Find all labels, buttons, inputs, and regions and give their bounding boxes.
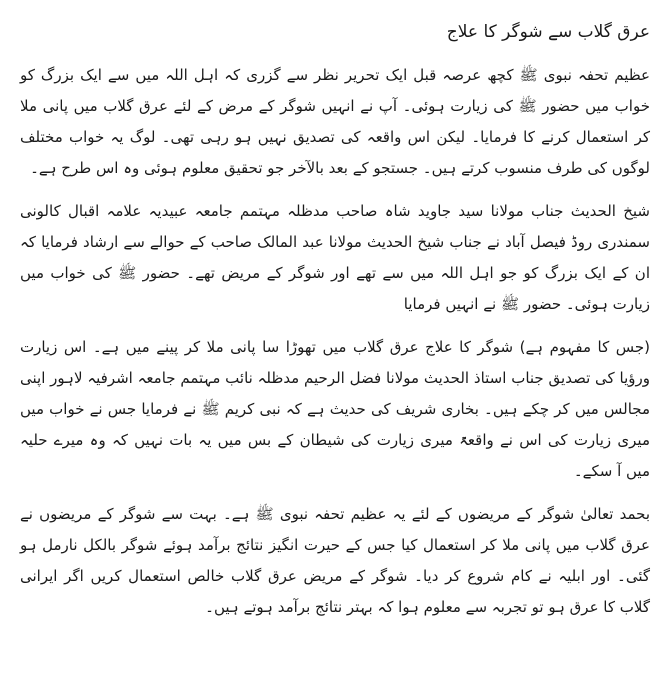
article-title: عرق گلاب سے شوگر کا علاج (446, 22, 650, 42)
paragraph-4: بحمد تعالیٰ شوگر کے مریضوں کے لئے یہ عظیم تحفہ نبوی ﷺ ہے۔ بہت سے شوگر کے مریضوں نے عرق گلاب میں پانی ملا کر استعمال کیا جس کے حیرت انگیز نتائج برآمد ہوئے شوگر بالکل نارمل ہو گئی۔ اور ابلیہ نے کام شروع کر دیا۔ شوگر کے مریض عرق گلاب خالص استعمال کریں اگر ایرانی گلاب کا عرق ہو تو تجربہ سے معلوم ہوا کہ بہتر نتائج برآمد ہوتے ہیں۔ (20, 505, 650, 616)
paragraph-2: شیخ الحدیث جناب مولانا سید جاوید شاہ صاحب مدظلہ مہتمم جامعہ عبیدیہ علامہ اقبال کالونی سمندری روڈ فیصل آباد نے جناب شیخ الحدیث مولانا عبد المالک صاحب کے حوالے سے ارشاد فرمایا کہ ان کے ایک بزرگ کو جو اہل اللہ میں سے تھے اور شوگر کے مریض تھے۔ حضور ﷺ کی خواب میں زیارت ہوئی۔ حضور ﷺ نے انہیں فرمایا (20, 202, 650, 313)
paragraph-1: عظیم تحفہ نبوی ﷺ کچھ عرصہ قبل ایک تحریر نظر سے گزری کہ اہل اللہ میں سے ایک بزرگ کو خواب میں حضور ﷺ کی زیارت ہوئی۔ آپ نے انہیں شوگر کے مرض کے لئے عرق گلاب میں پانی ملا کر استعمال کرنے کا فرمایا۔ لیکن اس واقعہ کی تصدیق نہیں ہو رہی تھی۔ لوگ یہ خواب مختلف لوگوں کی طرف منسوب کرتے ہیں۔ جستجو کے بعد بالآخر جو تحقیق معلوم ہوئی وہ اس طرح ہے۔ (20, 66, 650, 177)
paragraph-3: (جس کا مفہوم ہے) شوگر کا علاج عرق گلاب میں تھوڑا سا پانی ملا کر پینے میں ہے۔ اس زیارت ورؤیا کی تصدیق جناب استاذ الحدیث مولانا فضل الرحیم مدظلہ نائب مہتمم جامعہ اشرفیہ لاہور اپنی مجالس میں کر چکے ہیں۔ بخاری شریف کی حدیث ہے کہ نبی کریم ﷺ نے فرمایا جس نے خواب میں میری زیارت کی اس نے واقعۃً میری زیارت کی شیطان کے بس میں یہ بات نہیں کہ وہ میرے حلیہ میں آ سکے۔ (20, 338, 650, 480)
